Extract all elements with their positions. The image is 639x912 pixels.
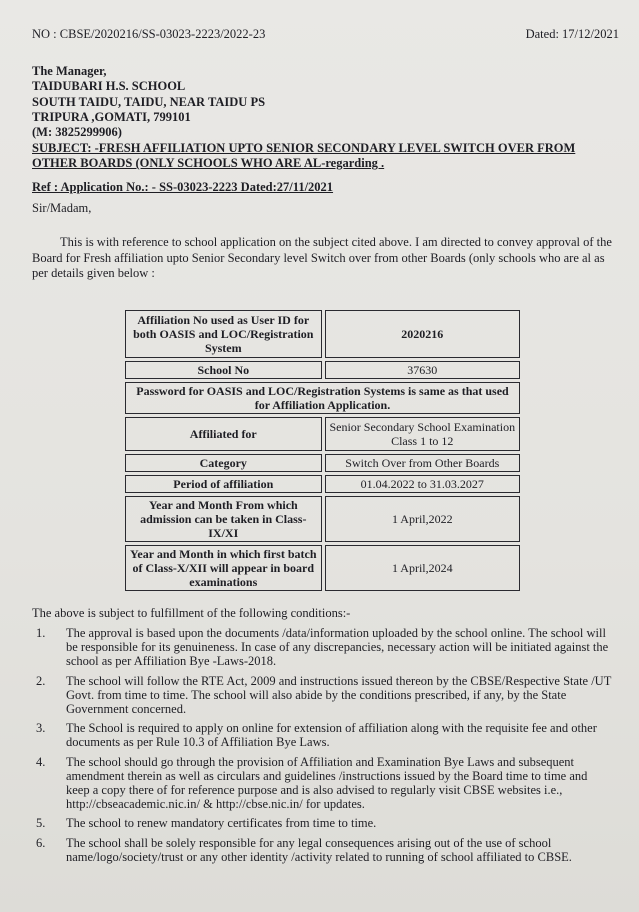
list-item — [32, 721, 612, 749]
table-row — [125, 545, 520, 591]
condition-text: The school to renew mandatory certificates from time to time. — [66, 816, 377, 831]
condition-number: 5. — [36, 816, 46, 831]
table-value: 1 April,2024 — [325, 545, 520, 591]
condition-text: The school shall be solely responsible for any legal consequences arising out of the use of school name/logo/society/trust or any other identity /activity related to running of school affiliated to CBSE. — [66, 835, 572, 864]
table-label: Category — [125, 454, 322, 472]
address-line: SOUTH TAIDU, TAIDU, NEAR TAIDU PS — [32, 94, 266, 109]
table-value: 37630 — [325, 361, 520, 379]
table-row — [125, 417, 520, 451]
password-note: Password for OASIS and LOC/Registration Systems is same as that used for Affiliation Application. — [125, 382, 520, 414]
address-line: (M: 3825299906) — [32, 125, 122, 140]
condition-number: 6. — [36, 835, 46, 850]
table-label: Affiliated for — [125, 417, 322, 451]
table-value: 01.04.2022 to 31.03.2027 — [325, 475, 520, 493]
address-line: TAIDUBARI H.S. SCHOOL — [32, 79, 186, 94]
address-line: The Manager, — [32, 64, 107, 78]
list-item — [32, 755, 612, 812]
intro-paragraph: This is with reference to school application on the subject cited above. I am directed to convey approval of the Board for Fresh affiliation upto Senior Secondary level Switch over from other Boards (only schools who are al as per details given below : — [32, 235, 612, 280]
conditions-list — [32, 626, 612, 869]
table-row — [125, 496, 520, 542]
salutation: Sir/Madam, — [32, 201, 92, 215]
condition-text: The school should go through the provision of Affiliation and Examination Bye Laws and subsequent amendment therein as well as circulars and guidelines /instructions issued by the Board time to time and keep a copy there of for reference purpose and is also advised to regularly visit CBSE websites i.e., http://cbseacademic.nic.in/ & http://cbse.nic.in/ for updates. — [66, 754, 588, 812]
recipient-address — [32, 64, 265, 140]
condition-text: The school will follow the RTE Act, 2009 and instructions issued thereon by the CBSE/Respective State /UT Govt. from time to time. The school will also abide by the conditions prescribed, if any, by the State Government concerned. — [66, 673, 612, 717]
table-row — [125, 475, 520, 493]
condition-number: 1. — [36, 626, 46, 640]
table-row — [125, 361, 520, 379]
table-value: 2020216 — [325, 310, 520, 358]
table-row — [125, 454, 520, 472]
list-item — [32, 836, 612, 864]
application-reference: Ref : Application No.: - SS-03023-2223 Dated:27/11/2021 — [32, 180, 334, 194]
condition-number: 3. — [36, 721, 46, 736]
letter-date: Dated: 17/12/2021 — [525, 27, 619, 41]
table-label: Affiliation No used as User ID for both OASIS and LOC/Registration System — [125, 310, 322, 358]
conditions-intro: The above is subject to fulfillment of the following conditions:- — [32, 606, 351, 620]
condition-text: The School is required to apply on online for extension of affiliation along with the requisite fee and other documents as per Rule 10.3 of Affiliation Bye Laws. — [66, 721, 597, 750]
table-value: Senior Secondary School Examination Class 1 to 12 — [325, 417, 520, 451]
list-item — [32, 674, 612, 717]
table-row — [125, 382, 520, 414]
table-value: Switch Over from Other Boards — [325, 454, 520, 472]
table-value: 1 April,2022 — [325, 496, 520, 542]
table-label: Year and Month From which admission can be taken in Class-IX/XI — [125, 496, 322, 542]
table-label: Period of affiliation — [125, 475, 322, 493]
table-label: School No — [125, 361, 322, 379]
table-label: Year and Month in which first batch of Class-X/XII will appear in board examinations — [125, 545, 322, 591]
reference-number: NO : CBSE/2020216/SS-03023-2223/2022-23 — [32, 27, 266, 41]
list-item — [32, 816, 612, 830]
condition-number: 2. — [36, 673, 46, 688]
table-row — [125, 310, 520, 358]
condition-number: 4. — [36, 754, 46, 769]
affiliation-details-table — [125, 307, 520, 594]
address-line: TRIPURA ,GOMATI, 799101 — [32, 109, 191, 124]
condition-text: The approval is based upon the documents /data/information uploaded by the school online. The school will be responsible for its genuineness. In case of any discrepancies, necessary action will be initiated against the school as per Affiliation Bye -Laws-2018. — [66, 626, 609, 669]
list-item — [32, 626, 612, 669]
subject-line: SUBJECT: -FRESH AFFILIATION UPTO SENIOR SECONDARY LEVEL SWITCH OVER FROM OTHER BOARDS (ONLY SCHOOLS WHO ARE AL-regarding . — [32, 141, 576, 171]
